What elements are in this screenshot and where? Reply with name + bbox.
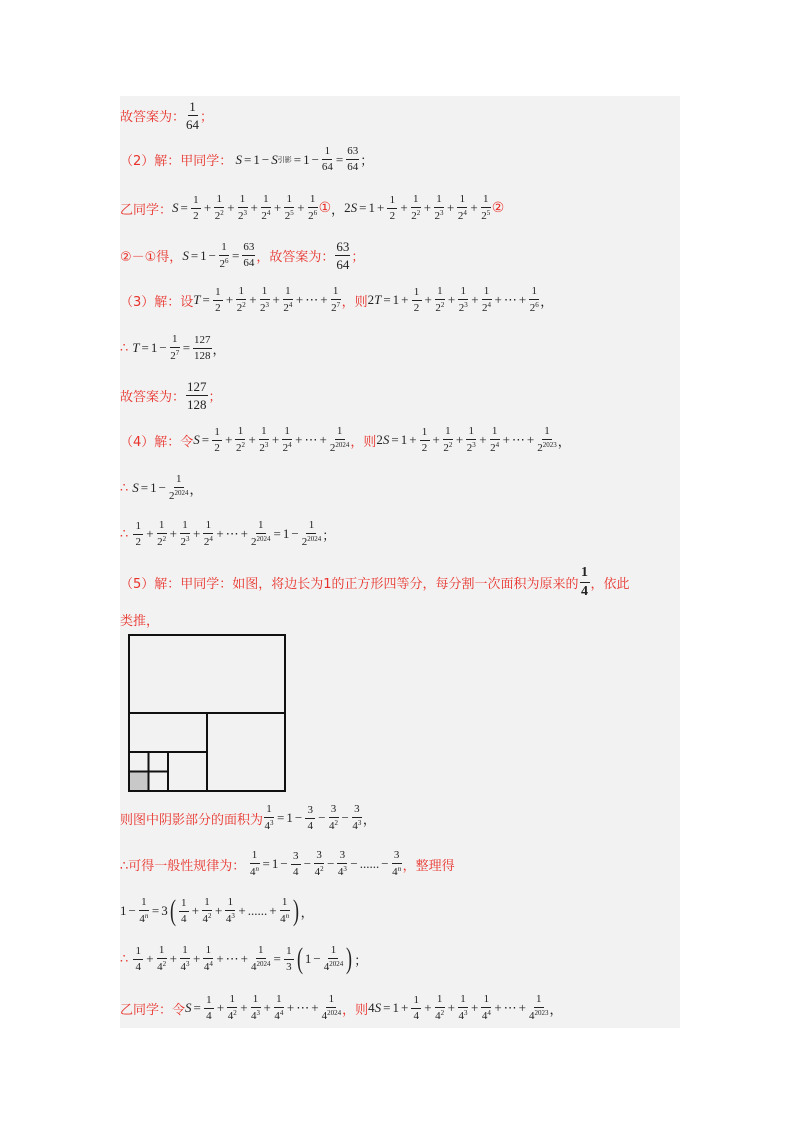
formula: 2 S = 1 + $\frac{1}{2}$ + $\frac{1}{2^2}$ + $\frac{1}{2^3}$ + $\frac{1}{2^4}$ + $\frac{1}{2^5}$ — [344, 193, 491, 222]
part-5-continuation: 类推， — [120, 614, 160, 629]
part-3-line: （3）解：设 T = $\frac{1}{2}$ + $\frac{1}{2^2}$ + $\frac{1}{2^3}$ + $\frac{1}{2^4}$ + ⋯ + $\frac{1}{2^7}$ ，则 2 T = 1 + $\frac{1}{2}$ + $\frac{1}{2^2}$ + $\frac{1}{2^3}$ + $\frac{1}{2^4}$ + ⋯ + $\frac{1}{2^6}$ ， — [120, 285, 554, 314]
formula: $\frac{1}{4^3}$ = 1 − $\frac{3}{4}$ − $\frac{3}{4^2}$ − $\frac{3}{4^3}$ — [264, 803, 362, 832]
formula: 4 S = 1 + $\frac{1}{4}$ + $\frac{1}{4^2}$ + $\frac{1}{4^3}$ + $\frac{1}{4^4}$ + ⋯ + $\frac{1}{4^{2023}}$ — [368, 993, 549, 1022]
formula: $\frac{1}{4^n}$ = 1 − $\frac{3}{4}$ − $\frac{3}{4^2}$ − $\frac{3}{4^3}$ − ...... − $\frac{3}{4^n}$ — [250, 849, 402, 878]
therefore-line-1: ∴ T = 1 − $\frac{1}{2^7}$ = $\frac{127}{128}$ ， — [120, 333, 226, 362]
formula: 1 2 + $\frac{1}{2^2}$ + $\frac{1}{2^3}$ + $\frac{1}{2^4}$ + ⋯ + $\frac{1}{2^{2024}}$ = 1 − $\frac{1}{2^{2024}}$ — [132, 520, 322, 548]
fraction-quarter: 1 4 — [581, 565, 589, 599]
formula: S = 1 − S 引影 = 1 − $\frac{1}{64}$ = $\frac{63}{64}$ — [232, 145, 359, 173]
part-2-line: （2）解：甲同学： S = 1 − S 引影 = 1 − $\frac{1}{64}$ = $\frac{63}{64}$ ； — [120, 145, 374, 173]
formula: 2 S = 1 + $\frac{1}{2}$ + $\frac{1}{2^2}$ + $\frac{1}{2^3}$ + $\frac{1}{2^4}$ + ⋯ + $\frac{1}{2^{2023}}$ — [376, 425, 557, 454]
formula: 1 − $\frac{1}{4^n}$ = 3 ( 1 4 + $\frac{1}{4^2}$ + $\frac{1}{4^3}$ + ...... + $\frac{1}{4^n}$ ) — [120, 894, 299, 927]
document-sheet — [120, 96, 680, 1028]
part-4-line: （4）解：令 S = $\frac{1}{2}$ + $\frac{1}{2^2}$ + $\frac{1}{2^3}$ + $\frac{1}{2^4}$ + ⋯ + $\frac{1}{2^{2024}}$ ，则 2 S = 1 + $\frac{1}{2}$ + $\frac{1}{2^2}$ + $\frac{1}{2^3}$ + $\frac{1}{2^4}$ + ⋯ + $\frac{1}{2^{2023}}$ ， — [120, 425, 571, 454]
answer-label: 故答案为： — [120, 110, 186, 125]
therefore-line-2: ∴ S = 1 − $\frac{1}{2^{2024}}$ ， — [120, 473, 203, 502]
fraction: 1 64 — [186, 99, 200, 132]
formula: S = $\frac{1}{2}$ + $\frac{1}{2^2}$ + $\frac{1}{2^3}$ + $\frac{1}{2^4}$ + ⋯ + $\frac{1}{2^{2024}}$ — [193, 425, 350, 454]
formula: T = 1 − $\frac{1}{2^7}$ = $\frac{127}{128}$ — [132, 333, 211, 362]
shaded-area-line: 则图中阴影部分的面积为 $\frac{1}{4^3}$ = 1 − $\frac{3}{4}$ − $\frac{3}{4^2}$ − $\frac{3}{4^3}$ ， — [120, 803, 376, 832]
formula: S = $\frac{1}{2}$ + $\frac{1}{2^2}$ + $\frac{1}{2^3}$ + $\frac{1}{2^4}$ + $\frac{1}{2^5}$ + $\frac{1}{2^6}$ — [172, 193, 318, 222]
formula: 1 4 + $\frac{1}{4^2}$ + $\frac{1}{4^3}$ + $\frac{1}{4^4}$ + ⋯ + $\frac{1}{4^{2024}}$ = $\frac{1}{3}$ ( 1 − $\frac{1}{4^{2024}}$ ) — [132, 944, 354, 974]
formula: S = $\frac{1}{4}$ + $\frac{1}{4^2}$ + $\frac{1}{4^3}$ + $\frac{1}{4^4}$ + ⋯ + $\frac{1}{4^{2024}}$ — [185, 993, 342, 1022]
part-5-line: （5）解：甲同学：如图，将边长为1的正方形四等分，每分割一次面积为原来的 1 4 ，依此 — [120, 565, 630, 599]
formula: S = 1 − $\frac{1}{2^6}$ = $\frac{63}{64}$ — [182, 240, 255, 270]
formula: T = $\frac{1}{2}$ + $\frac{1}{2^2}$ + $\frac{1}{2^3}$ + $\frac{1}{2^4}$ + ⋯ + $\frac{1}{2^7}$ — [193, 285, 341, 314]
student-b-part-5-line: 乙同学：令 S = $\frac{1}{4}$ + $\frac{1}{4^2}$ + $\frac{1}{4^3}$ + $\frac{1}{4^4}$ + ⋯ + $\frac{1}{4^{2024}}$ ，则 4 S = 1 + $\frac{1}{4}$ + $\frac{1}{4^2}$ + $\frac{1}{4^3}$ + $\frac{1}{4^4}$ + ⋯ + $\frac{1}{4^{2023}}$ ， — [120, 993, 563, 1022]
general-rule-line: ∴可得一般性规律为： $\frac{1}{4^n}$ = 1 − $\frac{3}{4}$ − $\frac{3}{4^2}$ − $\frac{3}{4^3}$ − ...... − $\frac{3}{4^n}$ ，整理得 — [120, 849, 455, 878]
therefore-line-3: ∴ 1 2 + $\frac{1}{2^2}$ + $\frac{1}{2^3}$ + $\frac{1}{2^4}$ + ⋯ + $\frac{1}{2^{2024}}$ = 1 − $\frac{1}{2^{2024}}$ ； — [120, 519, 336, 548]
answer-line-1: 故答案为： 1 64 ； — [120, 99, 214, 132]
subtract-line: ②－①得， S = 1 − $\frac{1}{2^6}$ = $\frac{63}{64}$ ，故答案为： 63 64 ； — [120, 239, 365, 272]
formula: S = 1 − $\frac{1}{2^{2024}}$ — [132, 473, 189, 502]
shaded-square — [129, 772, 149, 792]
square-division-figure — [128, 634, 288, 794]
student-b-line: 乙同学： S = $\frac{1}{2}$ + $\frac{1}{2^2}$ + $\frac{1}{2^3}$ + $\frac{1}{2^4}$ + $\frac{1}{2^5}$ + $\frac{1}{2^6}$ ① ， 2 S = 1 + $\frac{1}{2}$ + $\frac{1}{2^2}$ + $\frac{1}{2^3}$ + $\frac{1}{2^4}$ + $\frac{1}{2^5}$ ② — [120, 193, 505, 222]
therefore-line-4: ∴ 1 4 + $\frac{1}{4^2}$ + $\frac{1}{4^3}$ + $\frac{1}{4^4}$ + ⋯ + $\frac{1}{4^{2024}}$ = $\frac{1}{3}$ ( 1 − $\frac{1}{4^{2024}}$ ) ； — [120, 942, 368, 975]
answer-line-3: 故答案为： 127 128 ； — [120, 379, 222, 412]
rearranged-line: 1 − $\frac{1}{4^n}$ = 3 ( 1 4 + $\frac{1}{4^2}$ + $\frac{1}{4^3}$ + ...... + $\frac{1}{4^n}$ ) ， — [120, 894, 314, 927]
formula: 2 T = 1 + $\frac{1}{2}$ + $\frac{1}{2^2}$ + $\frac{1}{2^3}$ + $\frac{1}{2^4}$ + ⋯ + $\frac{1}{2^6}$ — [367, 285, 539, 314]
